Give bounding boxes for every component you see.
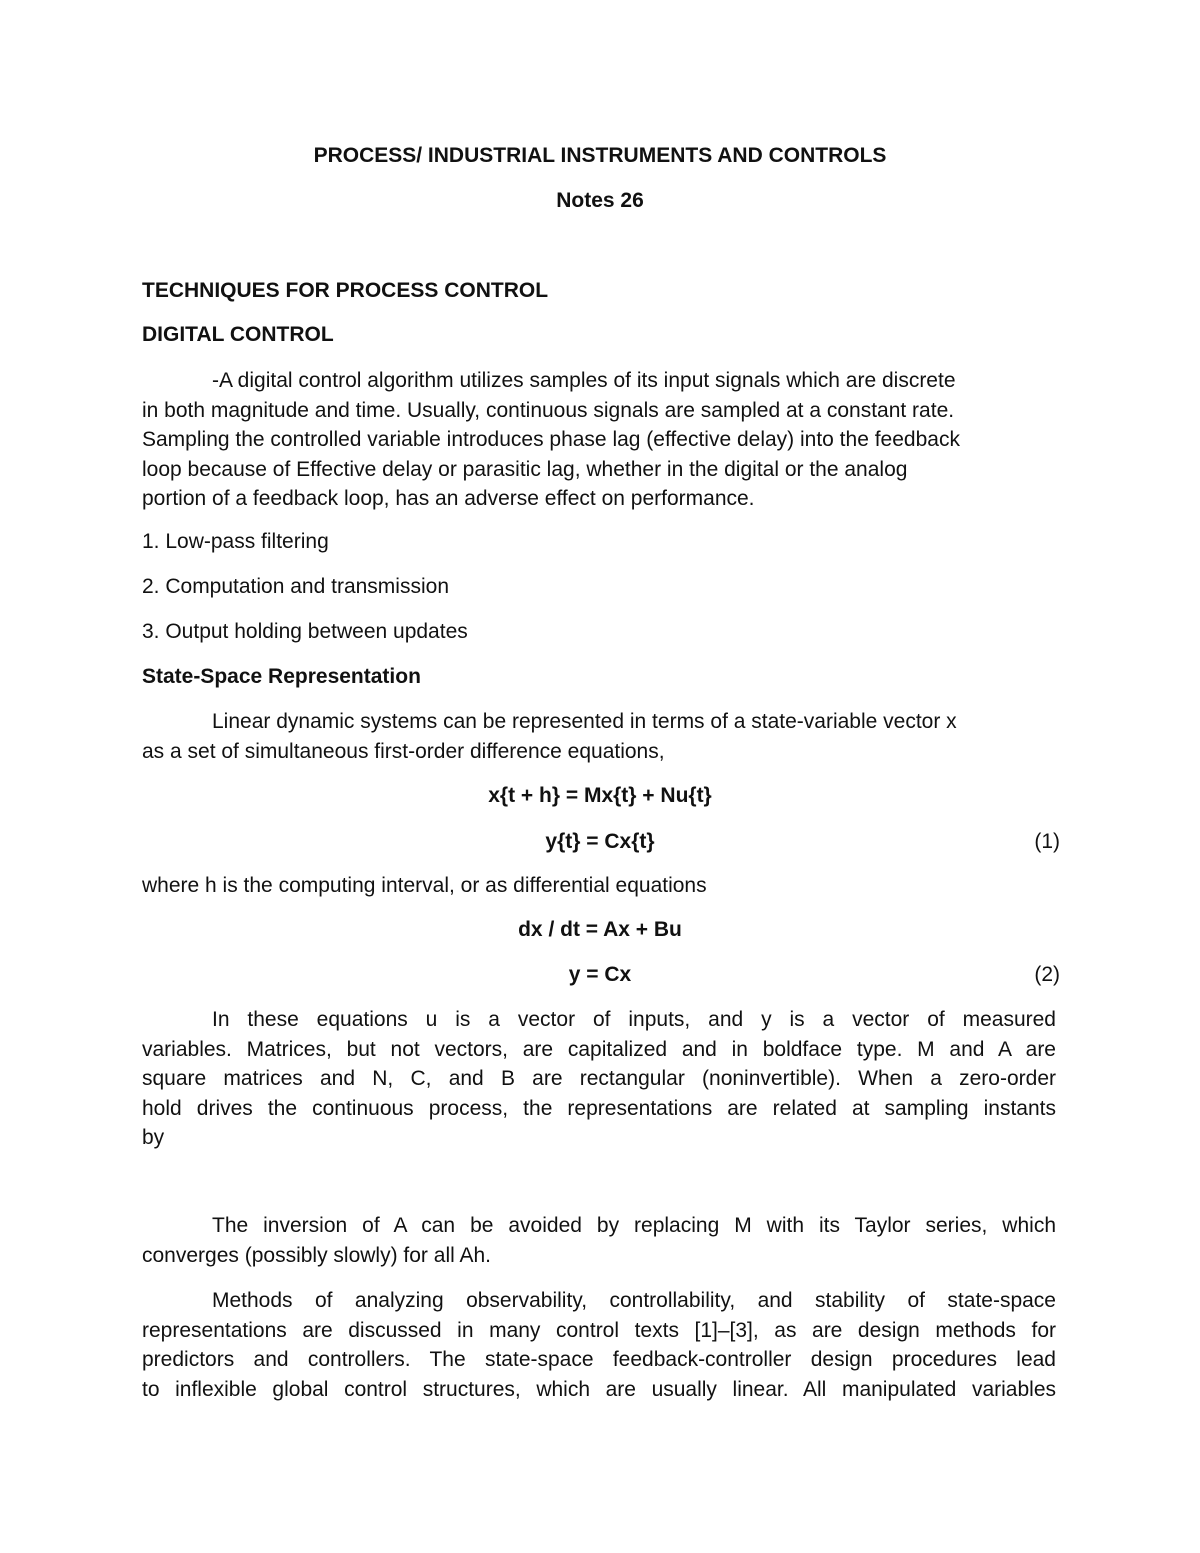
equations-line: In these equations u is a vector of inputs, and y is a vector of measured [212, 1008, 1056, 1031]
document-subtitle: Notes 26 [556, 189, 644, 212]
equation-1a: x{t + h} = Mx{t} + Nu{t} [488, 784, 712, 807]
intro-line: loop because of Effective delay or parasitic lag, whether in the digital or the analog [142, 457, 908, 481]
subsection-heading: DIGITAL CONTROL [142, 323, 334, 346]
intro-line: portion of a feedback loop, has an adverse effect on performance. [142, 487, 755, 510]
equations-paragraph [142, 1005, 1056, 1153]
equations-line: variables. Matrices, but not vectors, are capitalized and in boldface type. M and A are [142, 1037, 1056, 1061]
state-space-paragraph [142, 707, 1056, 766]
document-title: PROCESS/ INDUSTRIAL INSTRUMENTS AND CONTROLS [313, 144, 887, 167]
list-item: 1. Low-pass filtering [142, 530, 329, 553]
equation-2a: dx / dt = Ax + Bu [518, 918, 682, 941]
inversion-line: converges (possibly slowly) for all Ah. [142, 1243, 491, 1267]
equations-line: hold drives the continuous process, the representations are related at sampling instants [142, 1096, 1056, 1120]
methods-line: predictors and controllers. The state-space feedback-controller design procedures lead [142, 1348, 1056, 1371]
inversion-paragraph [142, 1211, 1056, 1270]
equation-1b: y{t} = Cx{t} [545, 830, 655, 853]
where-line: where h is the computing interval, or as differential equations [142, 874, 707, 897]
inversion-line: The inversion of A can be avoided by replacing M with its Taylor series, which [212, 1214, 1056, 1237]
state-space-line: as a set of simultaneous first-order difference equations, [142, 739, 665, 763]
methods-line: Methods of analyzing observability, controllability, and stability of state-space [212, 1289, 1056, 1312]
equation-1-number: (1) [1034, 830, 1060, 853]
list-item: 2. Computation and transmission [142, 575, 449, 598]
intro-line: Sampling the controlled variable introduces phase lag (effective delay) into the feedback [142, 428, 960, 451]
intro-line: in both magnitude and time. Usually, continuous signals are sampled at a constant rate. [142, 398, 955, 422]
intro-line: -A digital control algorithm utilizes samples of its input signals which are discrete [212, 369, 956, 392]
state-space-line: Linear dynamic systems can be represented in terms of a state-variable vector x [212, 710, 957, 733]
equation-2b: y = Cx [568, 963, 632, 986]
section-heading: TECHNIQUES FOR PROCESS CONTROL [142, 279, 549, 302]
equations-line: square matrices and N, C, and B are rectangular (noninvertible). When a zero-order [142, 1067, 1056, 1090]
methods-paragraph [142, 1286, 1056, 1404]
methods-line: representations are discussed in many control texts [1]–[3], as are design methods for [142, 1318, 1056, 1342]
methods-line: to inflexible global control structures, which are usually linear. All manipulated variables [142, 1377, 1056, 1401]
intro-paragraph [142, 366, 1056, 514]
state-space-heading: State-Space Representation [142, 665, 421, 688]
list-item: 3. Output holding between updates [142, 620, 468, 643]
equation-2-number: (2) [1034, 963, 1060, 986]
equations-line: by [142, 1126, 165, 1149]
